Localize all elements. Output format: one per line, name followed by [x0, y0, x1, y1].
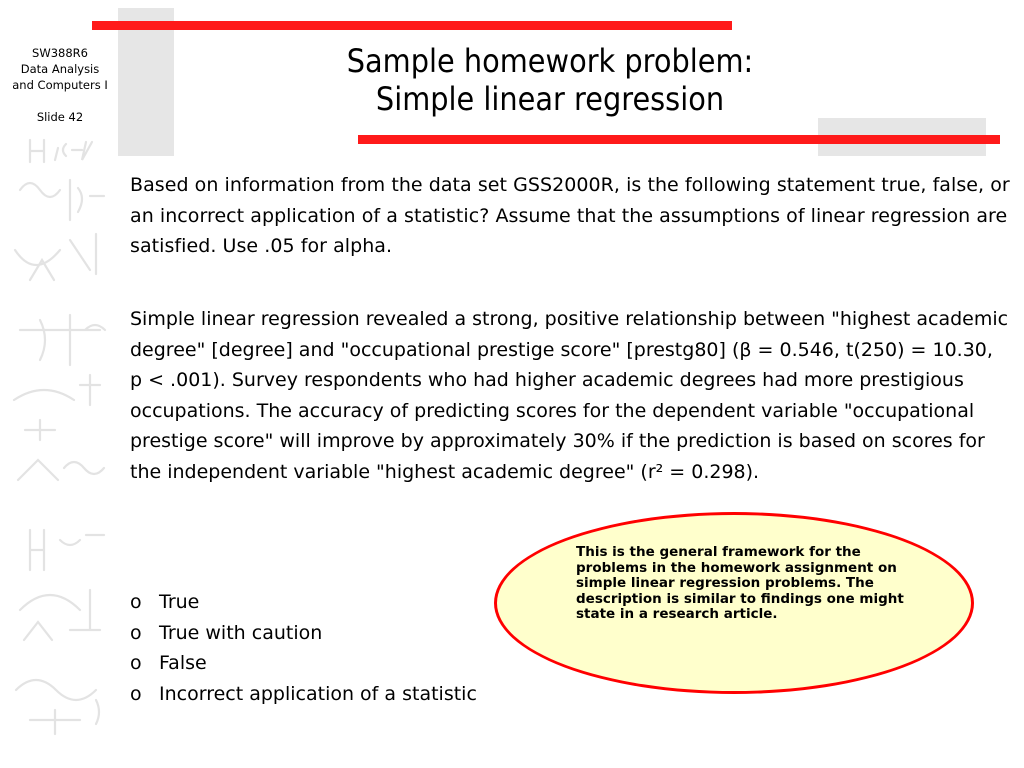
- slide-number: Slide 42: [36, 110, 84, 124]
- option-label: False: [159, 652, 207, 675]
- findings-paragraph: Simple linear regression revealed a strong, positive relationship between "highest academic degree" [degree] and "occupational prestige score" [prestg80] (β = 0.546, t(250) = 10.30, p < .001). Survey respondents who had higher academic degrees had more prestigious occupations. The accuracy of predicting scores for the dependent variable "occupational prestige score" will improve by approximately 30% if the prediction is based on scores for the independent variable "highest academic degree" (r² = 0.298).: [130, 308, 1009, 483]
- course-info: [0, 45, 120, 125]
- option-label: Incorrect application of a statistic: [159, 682, 477, 705]
- option-label: True: [159, 591, 200, 613]
- callout-text: This is the general framework for the problems in the homework assignment on simple linear regression problems. The description is similar to findings one might state in a research article.: [576, 544, 904, 622]
- option-item[interactable]: [130, 679, 630, 710]
- bullet-icon: o: [130, 652, 142, 675]
- course-name-line1: Data Analysis: [20, 62, 100, 76]
- course-name-line2: and Computers I: [12, 78, 108, 92]
- title-rule-top: [92, 21, 732, 30]
- bullet-icon: o: [130, 621, 142, 644]
- sidebar: [0, 0, 120, 768]
- bullet-icon: o: [130, 591, 142, 613]
- option-label: True with caution: [159, 621, 323, 644]
- title-line-2: Simple linear regression: [375, 80, 725, 118]
- slide-title: [280, 42, 820, 118]
- statistics-formulas-watermark-icon: [0, 130, 120, 760]
- question-body: [130, 170, 1010, 262]
- formula-watermark: [0, 130, 120, 760]
- instructions-paragraph: Based on information from the data set GSS2000R, is the following statement true, false, or an incorrect application of a statistic? Assume that the assumptions of linear regression are satisfied. Use .05 for alpha.: [130, 174, 1010, 258]
- course-code: SW388R6: [32, 46, 88, 60]
- bullet-icon: o: [130, 682, 142, 705]
- title-line-1: Sample homework problem:: [346, 42, 754, 80]
- decorative-gray-block: [118, 8, 174, 156]
- title-rule-bottom: [358, 135, 1000, 144]
